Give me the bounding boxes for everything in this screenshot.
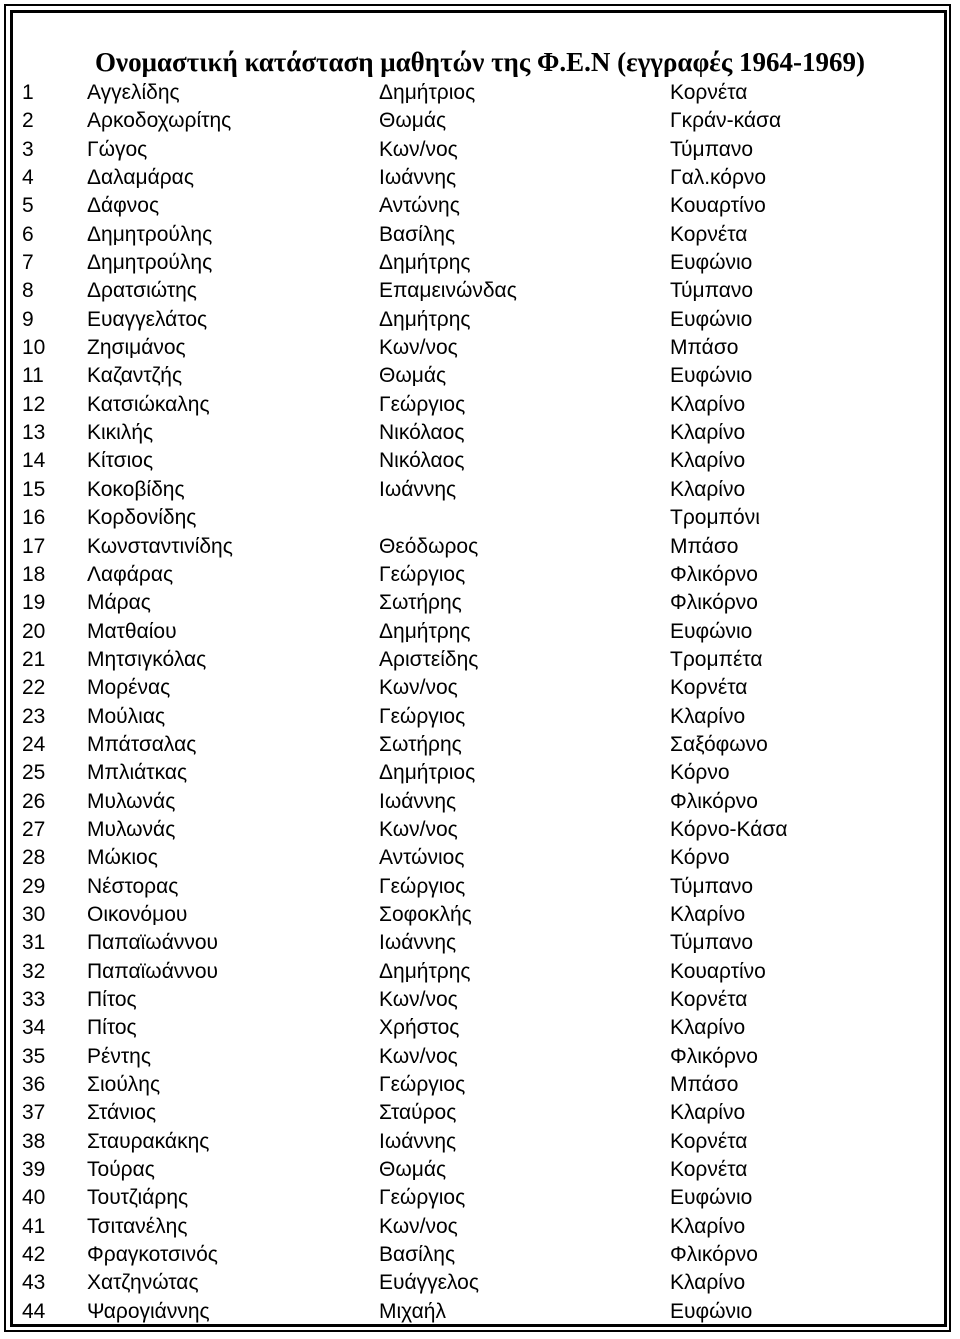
row-number: 44 — [22, 1299, 46, 1323]
list-item — [0, 674, 960, 702]
instrument: Τρομπόνι — [670, 506, 760, 530]
row-number: 9 — [22, 307, 34, 331]
list-item — [0, 1213, 960, 1241]
list-item — [0, 1099, 960, 1127]
instrument: Κλαρίνο — [670, 392, 746, 416]
instrument: Ευφώνιο — [670, 1186, 753, 1210]
instrument: Φλικόρνο — [670, 1243, 758, 1267]
first-name: Δημήτρης — [379, 251, 471, 275]
instrument: Τύμπανο — [670, 931, 754, 955]
surname: Μορένας — [87, 676, 171, 700]
first-name: Κων/νος — [379, 676, 458, 700]
surname: Μητσιγκόλας — [87, 647, 207, 671]
row-number: 26 — [22, 789, 46, 813]
row-number: 23 — [22, 704, 46, 728]
list-item — [0, 107, 960, 135]
instrument: Φλικόρνο — [670, 591, 758, 615]
surname: Κοκοβίδης — [87, 477, 185, 501]
list-item — [0, 1014, 960, 1042]
instrument: Κλαρίνο — [670, 1271, 746, 1295]
row-number: 29 — [22, 874, 46, 898]
surname: Κορδονίδης — [87, 506, 197, 530]
first-name: Κων/νος — [379, 137, 458, 161]
surname: Μπλιάτκας — [87, 761, 188, 785]
row-number: 43 — [22, 1271, 46, 1295]
list-item — [0, 561, 960, 589]
row-number: 1 — [22, 81, 34, 104]
first-name: Κων/νος — [379, 988, 458, 1011]
surname: Ψαρογιάννης — [87, 1299, 210, 1323]
list-item — [0, 164, 960, 192]
surname: Αρκοδοχωρίτης — [87, 109, 232, 133]
first-name: Μιχαήλ — [379, 1299, 446, 1323]
list-item — [0, 79, 960, 107]
surname: Νέστορας — [87, 874, 179, 898]
surname: Σταυρακάκης — [87, 1129, 210, 1153]
row-number: 25 — [22, 761, 46, 785]
instrument: Κόρνο — [670, 846, 730, 870]
row-number: 13 — [22, 421, 46, 445]
list-item — [0, 1128, 960, 1156]
instrument: Κορνέτα — [670, 222, 748, 246]
list-item — [0, 277, 960, 305]
first-name: Κων/νος — [379, 1214, 458, 1238]
row-number: 41 — [22, 1214, 46, 1238]
surname: Λαφάρας — [87, 562, 174, 586]
surname: Στάνιος — [87, 1101, 157, 1125]
first-name: Γεώργιος — [379, 562, 466, 586]
instrument: Τύμπανο — [670, 279, 754, 303]
row-number: 22 — [22, 676, 46, 700]
row-number: 20 — [22, 619, 46, 643]
surname: Παπαϊωάννου — [87, 959, 219, 983]
first-name: Αριστείδης — [379, 647, 479, 671]
row-number: 42 — [22, 1243, 46, 1267]
surname: Δάφνος — [87, 194, 160, 218]
list-item — [0, 447, 960, 475]
instrument: Κλαρίνο — [670, 1016, 746, 1040]
surname: Τούρας — [87, 1158, 155, 1182]
row-number: 6 — [22, 222, 34, 246]
list-item — [0, 1043, 960, 1071]
row-number: 28 — [22, 846, 46, 870]
first-name: Κων/νος — [379, 1044, 458, 1068]
instrument: Τρομπέτα — [670, 647, 763, 671]
first-name: Νικόλαος — [379, 421, 465, 445]
document-title-text: Ονομαστική κατάσταση μαθητών της Φ.Ε.Ν (εγγραφές 1964-1969) — [95, 47, 865, 77]
list-item — [0, 1241, 960, 1269]
first-name: Θωμάς — [379, 364, 447, 388]
instrument: Κλαρίνο — [670, 449, 746, 473]
list-item — [0, 958, 960, 986]
first-name: Δημήτριος — [379, 761, 476, 785]
surname: Ρέντης — [87, 1044, 151, 1068]
surname: Χατζηνώτας — [87, 1271, 199, 1295]
row-number: 14 — [22, 449, 46, 473]
row-number: 19 — [22, 591, 46, 615]
first-name: Ευάγγελος — [379, 1271, 479, 1295]
instrument: Μπάσο — [670, 336, 739, 360]
list-item — [0, 334, 960, 362]
instrument: Ευφώνιο — [670, 364, 753, 388]
instrument: Κόρνο-Κάσα — [670, 817, 788, 841]
surname: Γώγος — [87, 137, 148, 161]
row-number: 30 — [22, 902, 46, 926]
list-item — [0, 306, 960, 334]
row-number: 16 — [22, 506, 46, 530]
surname: Αγγελίδης — [87, 81, 180, 104]
instrument: Κορνέτα — [670, 988, 748, 1011]
list-item — [0, 646, 960, 674]
list-item — [0, 986, 960, 1014]
list-item — [0, 1071, 960, 1099]
surname: Κατσιώκαλης — [87, 392, 210, 416]
first-name: Χρήστος — [379, 1016, 460, 1040]
first-name: Ιωάννης — [379, 1129, 457, 1153]
surname: Πίτος — [87, 1016, 137, 1040]
first-name: Αντώνιος — [379, 846, 465, 870]
instrument: Κορνέτα — [670, 1129, 748, 1153]
surname: Μπάτσαλας — [87, 732, 197, 756]
instrument: Μπάσο — [670, 1073, 739, 1097]
row-number: 38 — [22, 1129, 46, 1153]
surname: Μάρας — [87, 591, 151, 615]
surname: Οικονόμου — [87, 902, 188, 926]
instrument: Φλικόρνο — [670, 562, 758, 586]
first-name: Κων/νος — [379, 817, 458, 841]
list-item — [0, 419, 960, 447]
list-item — [0, 788, 960, 816]
instrument: Κουαρτίνο — [670, 194, 766, 218]
list-item — [0, 759, 960, 787]
surname: Παπαϊωάννου — [87, 931, 219, 955]
surname: Κικιλής — [87, 421, 154, 445]
first-name: Κων/νος — [379, 336, 458, 360]
instrument: Κουαρτίνο — [670, 959, 766, 983]
list-item — [0, 731, 960, 759]
first-name: Θωμάς — [379, 109, 447, 133]
surname: Ζησιμάνος — [87, 336, 186, 360]
row-number: 31 — [22, 931, 46, 955]
list-item — [0, 476, 960, 504]
instrument: Κορνέτα — [670, 676, 748, 700]
row-number: 37 — [22, 1101, 46, 1125]
row-number: 11 — [22, 364, 44, 388]
surname: Ματθαίου — [87, 619, 177, 643]
row-number: 2 — [22, 109, 34, 133]
list-item — [0, 221, 960, 249]
row-number: 39 — [22, 1158, 46, 1182]
first-name: Ιωάννης — [379, 931, 457, 955]
row-number: 10 — [22, 336, 46, 360]
instrument: Ευφώνιο — [670, 307, 753, 331]
first-name: Επαμεινώνδας — [379, 279, 517, 303]
row-number: 34 — [22, 1016, 46, 1040]
list-item — [0, 589, 960, 617]
surname: Τουτζιάρης — [87, 1186, 189, 1210]
first-name: Δημήτριος — [379, 81, 476, 104]
list-item — [0, 1184, 960, 1212]
instrument: Κλαρίνο — [670, 477, 746, 501]
first-name: Γεώργιος — [379, 874, 466, 898]
first-name: Θεόδωρος — [379, 534, 479, 558]
instrument: Κλαρίνο — [670, 1214, 746, 1238]
first-name: Γεώργιος — [379, 392, 466, 416]
surname: Δαλαμάρας — [87, 166, 194, 190]
instrument: Μπάσο — [670, 534, 739, 558]
first-name: Γεώργιος — [379, 1073, 466, 1097]
surname: Μυλωνάς — [87, 789, 176, 813]
surname: Ευαγγελάτος — [87, 307, 208, 331]
list-item — [0, 504, 960, 532]
list-item — [0, 1269, 960, 1297]
row-number: 32 — [22, 959, 46, 983]
list-item — [0, 249, 960, 277]
document-title — [0, 46, 960, 78]
first-name: Γεώργιος — [379, 704, 466, 728]
instrument: Φλικόρνο — [670, 789, 758, 813]
first-name: Δημήτρης — [379, 307, 471, 331]
list-item — [0, 192, 960, 220]
instrument: Κορνέτα — [670, 1158, 748, 1182]
row-number: 21 — [22, 647, 46, 671]
students-list — [0, 79, 960, 1326]
first-name: Σοφοκλής — [379, 902, 472, 926]
instrument: Φλικόρνο — [670, 1044, 758, 1068]
surname: Δημητρούλης — [87, 222, 213, 246]
list-item — [0, 873, 960, 901]
surname: Δημητρούλης — [87, 251, 213, 275]
first-name: Ιωάννης — [379, 166, 457, 190]
instrument: Ευφώνιο — [670, 1299, 753, 1323]
surname: Μούλιας — [87, 704, 166, 728]
first-name: Δημήτρης — [379, 959, 471, 983]
row-number: 7 — [22, 251, 34, 275]
surname: Φραγκοτσινός — [87, 1243, 218, 1267]
instrument: Κόρνο — [670, 761, 730, 785]
instrument: Τύμπανο — [670, 137, 754, 161]
row-number: 3 — [22, 137, 34, 161]
first-name: Αντώνης — [379, 194, 460, 218]
list-item — [0, 391, 960, 419]
first-name: Νικόλαος — [379, 449, 465, 473]
list-item — [0, 929, 960, 957]
list-item — [0, 136, 960, 164]
list-item — [0, 362, 960, 390]
surname: Καζαντζής — [87, 364, 183, 388]
surname: Σιούλης — [87, 1073, 161, 1097]
first-name: Ιωάννης — [379, 789, 457, 813]
row-number: 36 — [22, 1073, 46, 1097]
instrument: Κορνέτα — [670, 81, 748, 104]
first-name: Σωτήρης — [379, 591, 462, 615]
list-item — [0, 618, 960, 646]
first-name: Βασίλης — [379, 1243, 456, 1267]
row-number: 18 — [22, 562, 46, 586]
list-item — [0, 844, 960, 872]
list-item — [0, 703, 960, 731]
instrument: Γκράν-κάσα — [670, 109, 782, 133]
row-number: 27 — [22, 817, 46, 841]
instrument: Σαξόφωνο — [670, 732, 768, 756]
row-number: 35 — [22, 1044, 46, 1068]
instrument: Κλαρίνο — [670, 902, 746, 926]
surname: Τσιτανέλης — [87, 1214, 188, 1238]
first-name: Δημήτρης — [379, 619, 471, 643]
row-number: 12 — [22, 392, 46, 416]
instrument: Κλαρίνο — [670, 704, 746, 728]
surname: Μυλωνάς — [87, 817, 176, 841]
first-name: Σταύρος — [379, 1101, 457, 1125]
row-number: 24 — [22, 732, 46, 756]
first-name: Θωμάς — [379, 1158, 447, 1182]
list-item — [0, 533, 960, 561]
first-name: Σωτήρης — [379, 732, 462, 756]
row-number: 4 — [22, 166, 34, 190]
instrument: Ευφώνιο — [670, 619, 753, 643]
instrument: Κλαρίνο — [670, 1101, 746, 1125]
instrument: Γαλ.κόρνο — [670, 166, 767, 190]
list-item — [0, 901, 960, 929]
instrument: Τύμπανο — [670, 874, 754, 898]
row-number: 33 — [22, 988, 46, 1011]
first-name: Βασίλης — [379, 222, 456, 246]
row-number: 15 — [22, 477, 46, 501]
first-name: Ιωάννης — [379, 477, 457, 501]
instrument: Κλαρίνο — [670, 421, 746, 445]
list-item — [0, 816, 960, 844]
row-number: 8 — [22, 279, 34, 303]
row-number: 17 — [22, 534, 46, 558]
row-number: 40 — [22, 1186, 46, 1210]
surname: Μώκιος — [87, 846, 158, 870]
first-name: Γεώργιος — [379, 1186, 466, 1210]
surname: Πίτος — [87, 988, 137, 1011]
list-item — [0, 1156, 960, 1184]
surname: Δρατσιώτης — [87, 279, 197, 303]
list-item — [0, 1298, 960, 1326]
instrument: Ευφώνιο — [670, 251, 753, 275]
surname: Κίτσιος — [87, 449, 154, 473]
surname: Κωνσταντινίδης — [87, 534, 233, 558]
row-number: 5 — [22, 194, 34, 218]
